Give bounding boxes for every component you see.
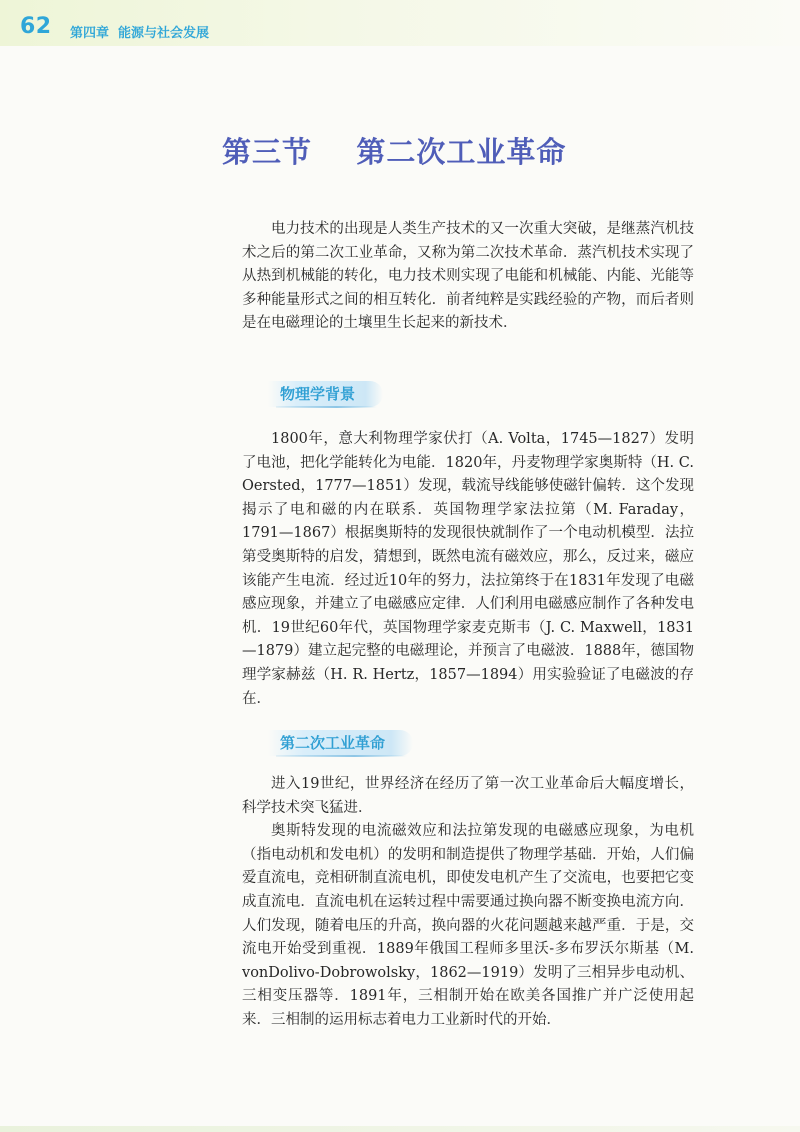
physics-background-text (242, 428, 694, 711)
page-number: 62 (20, 14, 52, 39)
subheading-physics-background: 物理学背景 (268, 381, 383, 407)
revolution-paragraph-1: 进入19世纪，世界经济在经历了第一次工业革命后大幅度增长，科学技术突飞猛进． (242, 776, 694, 816)
footer-band (0, 1126, 800, 1132)
intro-paragraph: 电力技术的出现是人类生产技术的又一次重大突破，是继蒸汽机技术之后的第二次工业革命，又称为第二次技术革命．蒸汽机技术实现了从热到机械能的转化，电力技术则实现了电能和机械能、内能、光能等多种能量形式之间的相互转化．前者纯粹是实践经验的产物，而后者则是在电磁理论的土壤里生长起来的新技术． (242, 221, 694, 332)
section-title: 第三节 第二次工业革命 (222, 135, 567, 169)
physics-paragraph: 1800年，意大利物理学家伏打（A. Volta，1745—1827）发明了电池，把化学能转化为电能．1820年，丹麦物理学家奥斯特（H. C. Oersted，1777—1851）发现，载流导线能够使磁针偏转．这个发现揭示了电和磁的内在联系．英国物理学家法拉第（M. Faraday，1791—1867）根据奥斯特的发现很快就制作了一个电动机模型．法拉第受奥斯特的启发，猜想到，既然电流有磁效应，那么，反过来，磁应该能产生电流．经过近10年的努力，法拉第终于在1831年发现了电磁感应现象，并建立了电磁感应定律．人们利用电磁感应制作了各种发电机．19世纪60年代，英国物理学家麦克斯韦（J. C. Maxwell，1831—1879）建立起完整的电磁理论，并预言了电磁波．1888年，德国物理学家赫兹（H. R. Hertz，1857—1894）用实验验证了电磁波的存在． (242, 431, 694, 707)
intro-text (242, 218, 694, 336)
revolution-paragraph-2: 奥斯特发现的电流磁效应和法拉第发现的电磁感应现象，为电机（指电动机和发电机）的发明和制造提供了物理学基础．开始，人们偏爱直流电，竞相研制直流电机，即使发电机产生了交流电，也要把它变成直流电．直流电机在运转过程中需要通过换向器不断变换电流方向．人们发现，随着电压的升高，换向器的火花问题越来越严重．于是，交流电开始受到重视．1889年俄国工程师多里沃-多布罗沃尔斯基（M. vonDolivo-Dobrowolsky，1862—1919）发明了三相异步电动机、三相变压器等．1891年，三相制开始在欧美各国推广并广泛使用起来．三相制的运用标志着电力工业新时代的开始． (242, 823, 694, 1028)
subheading-second-industrial-revolution: 第二次工业革命 (268, 730, 413, 756)
second-revolution-text (242, 773, 694, 1033)
chapter-title: 第四章 能源与社会发展 (70, 26, 210, 41)
